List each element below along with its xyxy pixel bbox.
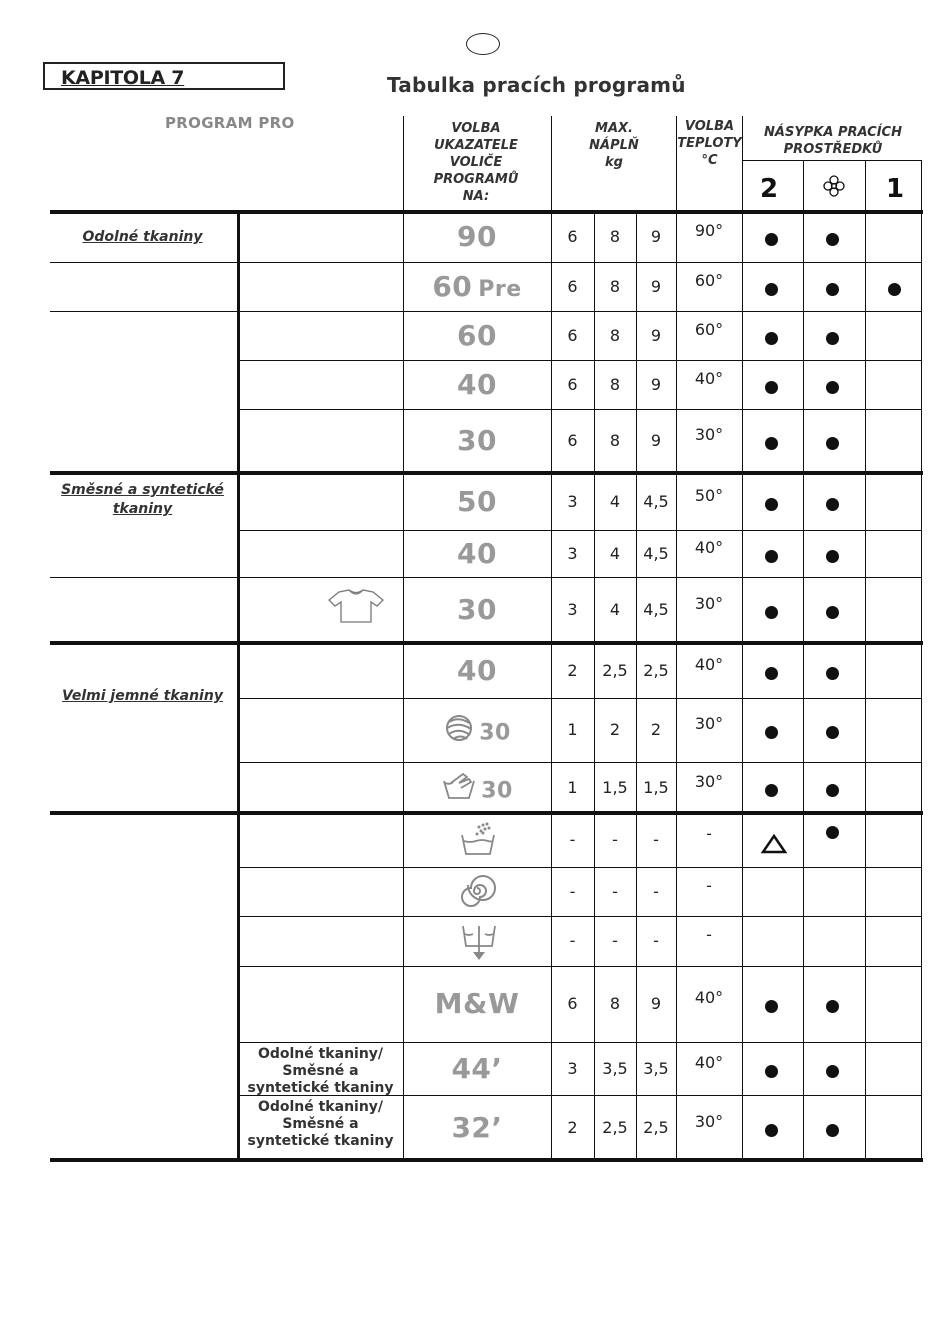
table-rule (742, 160, 921, 161)
temperature-value: 40° (694, 368, 724, 388)
max-load-value: 8 (609, 374, 621, 394)
drain-icon (459, 922, 499, 966)
teplota-line: VOLBA (684, 119, 735, 134)
temperature-value: 50° (694, 485, 724, 505)
max-load-value: 1 (567, 720, 578, 739)
max-load-value: 1,5 (643, 777, 669, 797)
max-line: NÁPLŇ (589, 138, 639, 153)
program-indicator (403, 771, 551, 808)
nasypka-header (743, 124, 923, 158)
compartment-1-dot (888, 283, 901, 296)
max-load-value: - (569, 830, 576, 849)
program-indicator (403, 485, 551, 518)
compartment-2-dot (765, 1124, 778, 1137)
max-load-value: 9 (650, 994, 662, 1013)
table-column-rule (803, 160, 804, 1160)
max-load-value: 3,5 (643, 1058, 669, 1078)
spin-icon (459, 873, 499, 913)
program-indicator (403, 593, 551, 626)
program-indicator (403, 270, 551, 303)
nasypka-line: PROSTŘEDKŮ (783, 142, 883, 157)
max-load-value: 4,5 (643, 600, 669, 619)
program-value: 90 (457, 220, 497, 253)
max-load-value: - (653, 931, 659, 950)
category-odolne: Odolné tkaniny (82, 229, 203, 245)
program-sub-line: Odolné tkaniny/ (257, 1046, 384, 1062)
max-line: kg (605, 155, 623, 170)
compartment-flower-dot (826, 437, 839, 450)
page-title: Tabulka pracích programů (387, 73, 686, 97)
temperature-value: - (706, 824, 712, 843)
category-smesne-line: Směsné a syntetické (61, 482, 224, 498)
compartment-flower-dot (826, 1124, 839, 1137)
temperature-value: 60° (694, 270, 724, 290)
rinse-icon (459, 821, 499, 861)
program-value: 40 (457, 367, 497, 401)
max-load-value: 2,5 (643, 1117, 669, 1137)
compartment-flower-dot (826, 498, 839, 511)
program-indicator (403, 1052, 551, 1085)
max-load-value: 8 (609, 994, 621, 1013)
max-load-value: 3 (567, 491, 578, 511)
table-row-rule (238, 966, 921, 967)
chapter-box (43, 62, 285, 90)
max-load-value: 1 (567, 777, 578, 797)
table-column-rule (742, 116, 743, 1160)
volba-line: UKAZATELE (434, 138, 518, 153)
max-load-value: 9 (650, 431, 662, 450)
program-pro-header: PROGRAM PRO (165, 114, 295, 132)
hand-wash-icon (441, 771, 477, 808)
table-column-rule (594, 212, 595, 1160)
compartment-flower-dot (826, 332, 839, 345)
compartment-flower-dot (826, 606, 839, 619)
max-load-value: 6 (567, 325, 578, 345)
program-indicator (403, 220, 551, 253)
temperature-value: 40° (694, 654, 724, 674)
compartment-flower-dot (826, 550, 839, 563)
max-load-value: 2 (650, 720, 662, 739)
max-load-value: - (569, 881, 576, 901)
table-section-rule (50, 641, 923, 645)
max-header (552, 120, 676, 171)
temperature-value: 30° (694, 594, 724, 613)
table-section-rule (50, 811, 923, 815)
max-load-value: 1,5 (602, 777, 628, 797)
program-value: 60 (432, 269, 473, 303)
chapter-label: KAPITOLA 7 (61, 67, 185, 89)
table-row-rule (50, 577, 921, 578)
program-sub-line: Směsné a (282, 1063, 359, 1079)
compartment-2-dot (765, 667, 778, 680)
table-row-rule (50, 311, 921, 312)
volba-header (403, 120, 549, 205)
program-value: 30 (457, 424, 497, 457)
compartment-flower-dot (826, 1000, 839, 1013)
max-load-value: 4,5 (643, 543, 669, 563)
compartment-2-dot (765, 381, 778, 394)
program-sub-line: Odolné tkaniny/ (257, 1099, 384, 1115)
program-indicator (403, 987, 551, 1020)
temperature-value: 60° (694, 319, 724, 339)
temperature-value: - (706, 875, 712, 895)
max-load-value: 4,5 (643, 491, 669, 511)
program-value: 44’ (451, 1051, 503, 1085)
max-load-value: 6 (567, 276, 578, 296)
max-load-value: 3,5 (602, 1058, 628, 1078)
temperature-value: 40° (694, 1052, 724, 1072)
table-row-rule (238, 360, 921, 361)
compartment-flower-dot (826, 826, 839, 839)
program-indicator (403, 654, 551, 687)
compartment-2-dot (765, 233, 778, 246)
table-column-rule (865, 160, 866, 1160)
compartment-2-dot (765, 784, 778, 797)
max-load-value: 6 (567, 374, 578, 394)
table-section-rule (50, 210, 923, 214)
compartment-flower-dot (826, 784, 839, 797)
program-value: 30 (479, 720, 511, 746)
max-load-value: 4 (609, 600, 621, 619)
max-load-value: 6 (567, 227, 578, 246)
triangle-icon (761, 834, 787, 858)
nasypka-line: NÁSYPKA PRACÍCH (764, 125, 902, 140)
compartment-2-dot (765, 437, 778, 450)
program-value: 30 (457, 593, 497, 626)
program-indicator (403, 424, 551, 457)
temperature-value: - (706, 925, 712, 944)
program-sub-line: Směsné a (282, 1116, 359, 1132)
table-column-rule (636, 212, 637, 1160)
teplota-header (677, 118, 742, 169)
table-row-rule (238, 916, 921, 917)
shirt-icon (325, 588, 387, 628)
max-load-value: - (612, 881, 618, 901)
program-indicator (403, 537, 551, 570)
max-load-value: - (653, 881, 659, 901)
volba-line: NA: (462, 189, 490, 204)
temperature-value: 90° (694, 221, 724, 240)
category-smesne (50, 481, 235, 519)
max-load-value: 8 (609, 227, 621, 246)
program-sub-line: syntetické tkaniny (247, 1080, 394, 1096)
table-row-rule (238, 762, 921, 763)
category-smesne-line: tkaniny (112, 501, 173, 517)
max-load-value: 3 (567, 543, 578, 563)
compartment-2-dot (765, 498, 778, 511)
compartment-1-label: 1 (886, 174, 905, 204)
temperature-value: 30° (694, 771, 724, 791)
max-load-value: 8 (609, 325, 621, 345)
temperature-value: 30° (694, 425, 724, 444)
program-indicator (403, 368, 551, 401)
table-bottom-rule (50, 1158, 923, 1162)
max-load-value: 4 (609, 491, 621, 511)
volba-line: VOLIČE (449, 155, 503, 170)
compartment-2-dot (765, 332, 778, 345)
program-indicator (403, 713, 551, 750)
compartment-flower-dot (826, 283, 839, 296)
compartment-2-dot (765, 283, 778, 296)
max-load-value: 3 (567, 1058, 578, 1078)
table-row-rule (238, 698, 921, 699)
program-indicator (403, 319, 551, 352)
category-jemne: Velmi jemné tkaniny (62, 688, 223, 704)
temperature-value: 30° (694, 1111, 724, 1131)
program-value: 32’ (451, 1110, 503, 1144)
compartment-2-dot (765, 726, 778, 739)
compartment-flower-dot (826, 233, 839, 246)
max-load-value: 6 (567, 431, 578, 450)
max-load-value: 9 (650, 325, 662, 345)
max-line: MAX. (595, 121, 633, 136)
program-sub-label (240, 1099, 401, 1150)
program-value: 40 (457, 536, 497, 570)
volba-line: PROGRAMŮ (433, 172, 519, 187)
max-load-value: 8 (609, 431, 621, 450)
table-column-rule (237, 212, 240, 1160)
max-load-value: 6 (567, 994, 578, 1013)
program-suffix: Pre (478, 276, 522, 302)
compartment-2-dot (765, 1065, 778, 1078)
max-load-value: 3 (567, 600, 578, 619)
compartment-flower-dot (826, 726, 839, 739)
max-load-value: 4 (609, 543, 621, 563)
table-row-rule (50, 262, 921, 263)
program-sub-label (240, 1046, 401, 1097)
max-load-value: 2 (567, 1117, 578, 1137)
compartment-2-dot (765, 1000, 778, 1013)
compartment-2-label: 2 (760, 174, 779, 204)
table-row-rule (238, 530, 921, 531)
max-load-value: - (612, 830, 618, 849)
table-row-rule (238, 409, 921, 410)
table-column-rule (921, 160, 922, 1160)
table-row-rule (238, 867, 921, 868)
max-load-value: 9 (650, 276, 662, 296)
max-load-value: 2,5 (602, 660, 628, 680)
program-value: 60 (457, 318, 497, 352)
temperature-value: 40° (694, 988, 724, 1007)
max-load-value: 2,5 (602, 1117, 628, 1137)
teplota-line: TEPLOTY (677, 136, 742, 151)
max-load-value: - (653, 830, 659, 849)
program-value: M&W (434, 987, 520, 1020)
language-badge (466, 33, 500, 55)
program-value: 40 (457, 653, 497, 687)
teplota-line: °C (701, 153, 718, 168)
program-indicator (403, 1111, 551, 1144)
program-value: 50 (457, 484, 497, 518)
flower-icon (822, 174, 846, 202)
table-row-rule (238, 1042, 921, 1043)
temperature-value: 40° (694, 537, 724, 557)
max-load-value: 9 (650, 374, 662, 394)
max-load-value: 2,5 (643, 660, 669, 680)
max-load-value: - (612, 931, 618, 950)
wool-icon (443, 713, 475, 750)
compartment-flower-dot (826, 667, 839, 680)
max-load-value: 2 (609, 720, 621, 739)
max-load-value: 2 (567, 660, 578, 680)
program-sub-line: syntetické tkaniny (247, 1133, 394, 1149)
max-load-value: 8 (609, 276, 621, 296)
compartment-flower-dot (826, 381, 839, 394)
program-value: 30 (481, 778, 513, 803)
temperature-value: 30° (694, 714, 724, 733)
compartment-2-dot (765, 606, 778, 619)
max-load-value: 9 (650, 227, 662, 246)
compartment-flower-dot (826, 1065, 839, 1078)
table-section-rule (50, 471, 923, 475)
max-load-value: - (569, 931, 576, 950)
compartment-2-dot (765, 550, 778, 563)
volba-line: VOLBA (451, 121, 501, 136)
